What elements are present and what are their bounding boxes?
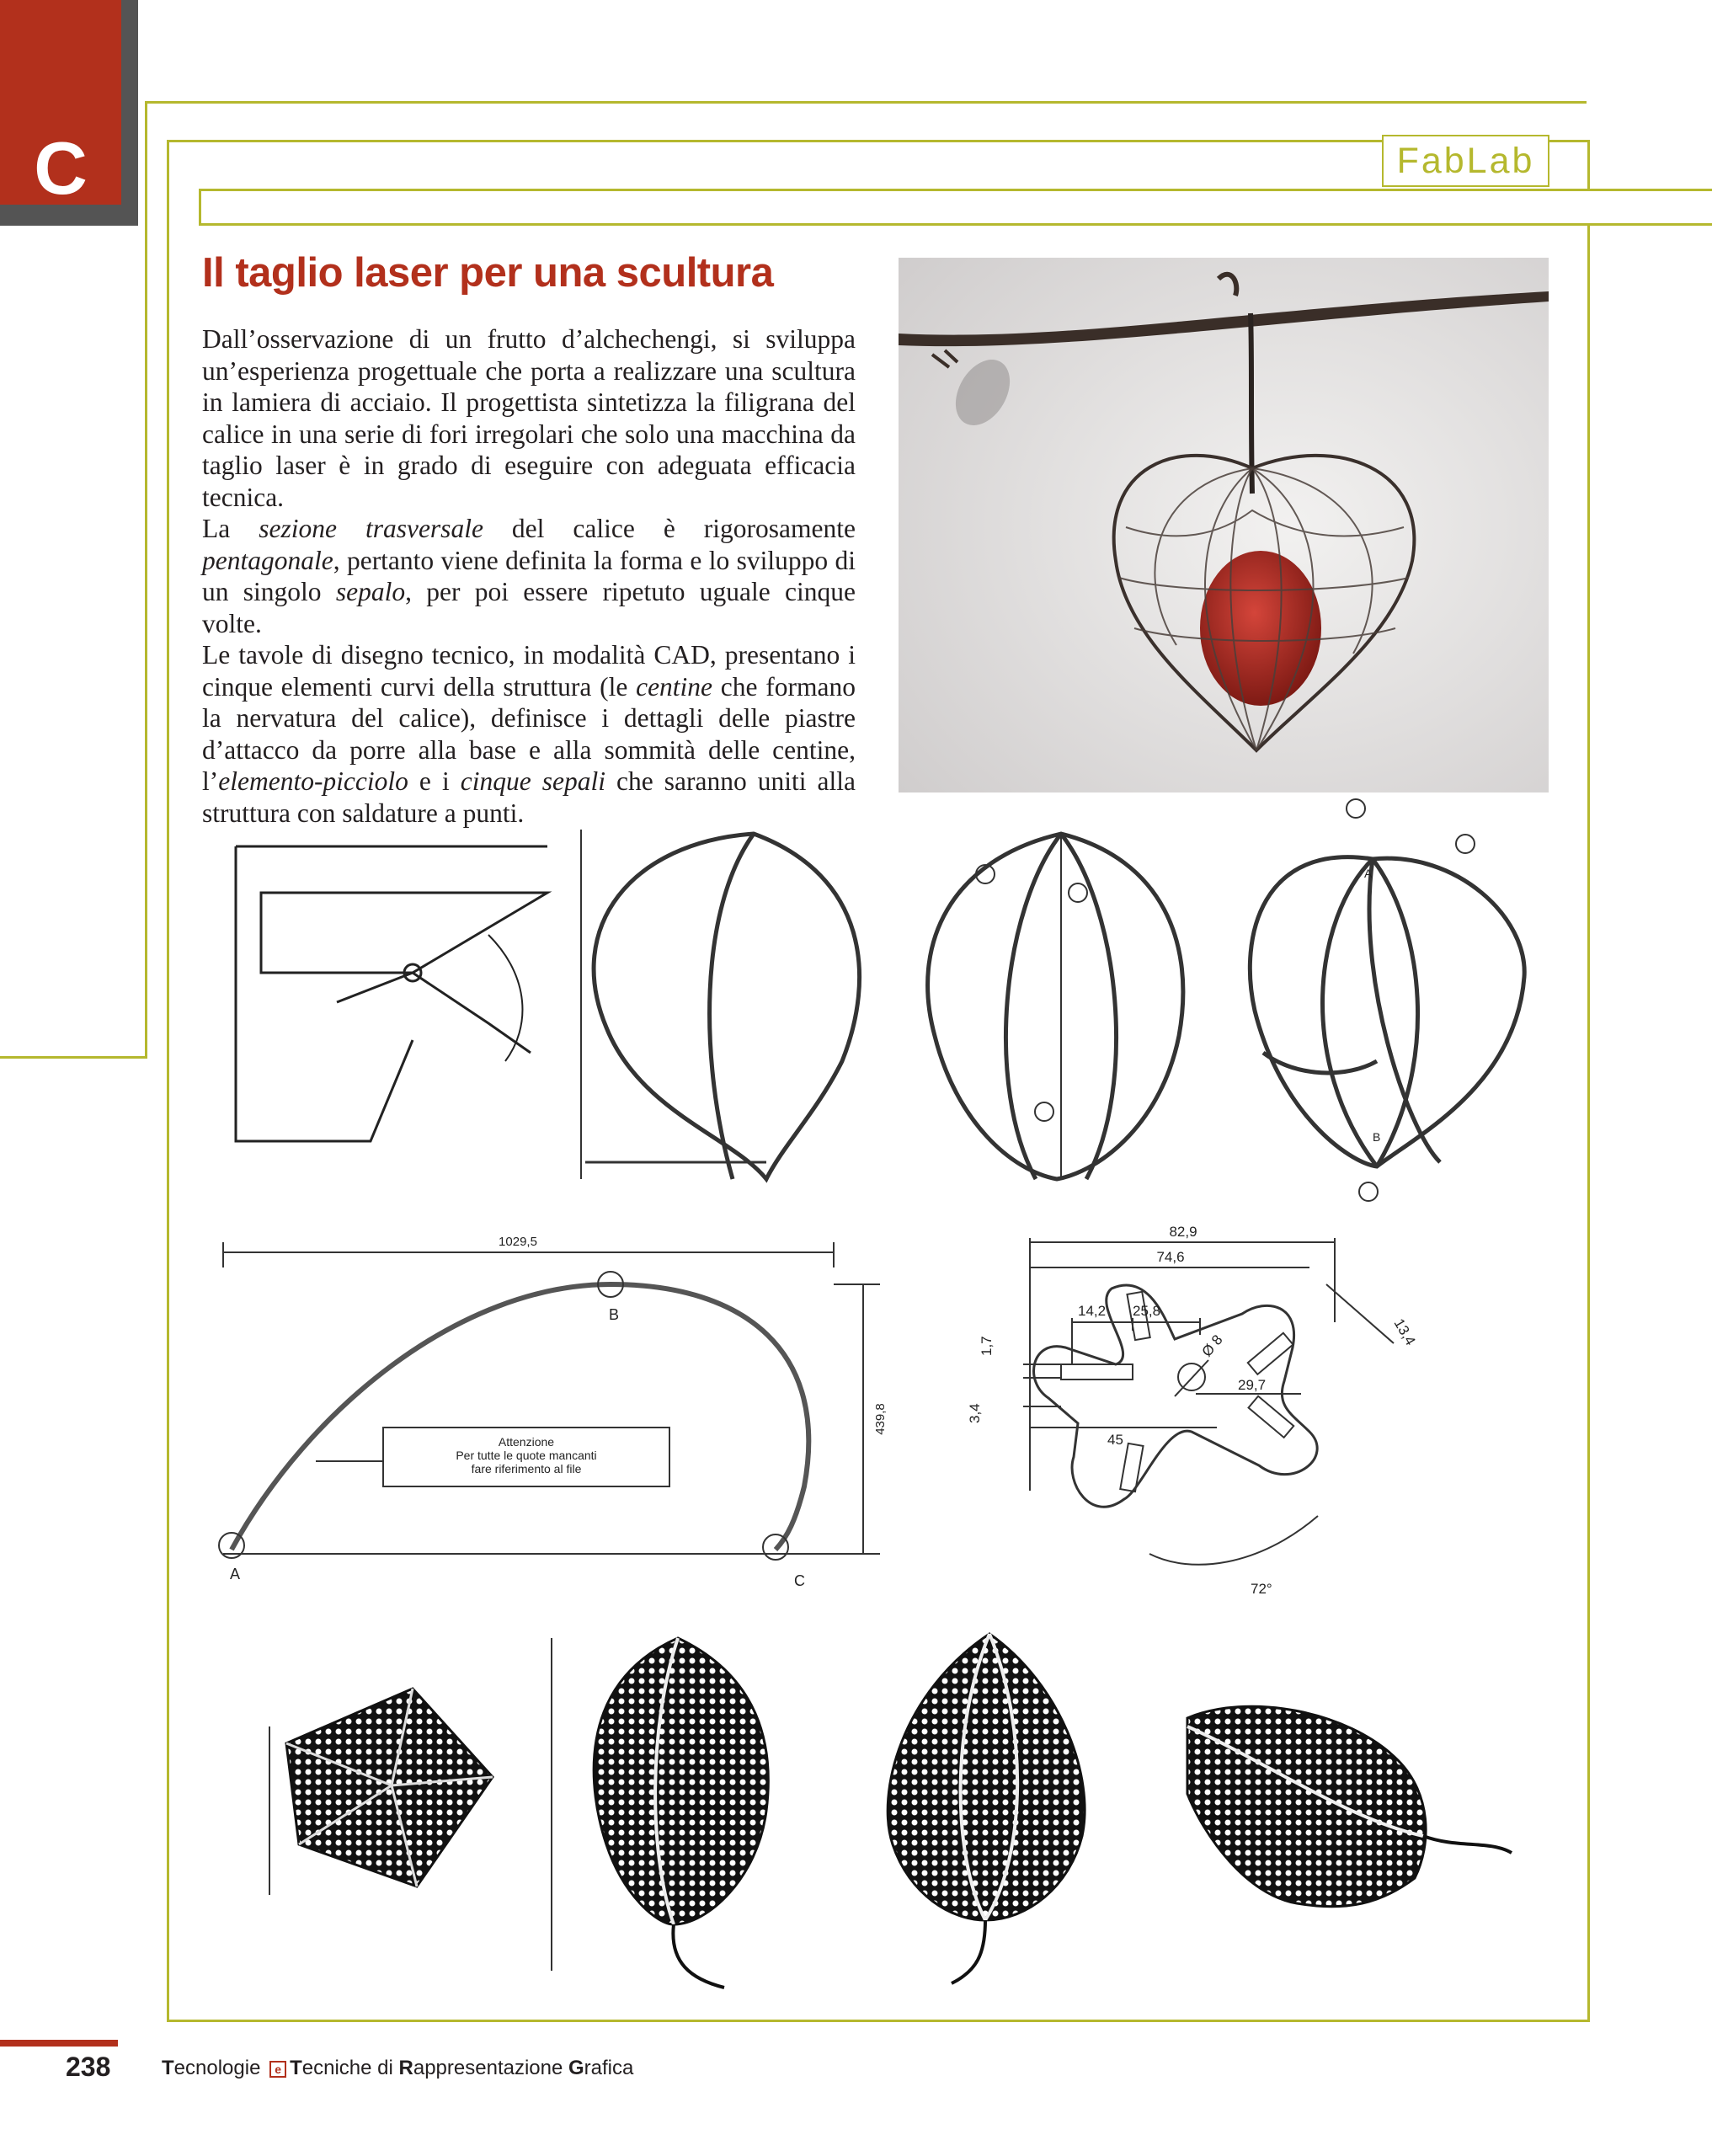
text-run: del calice è rigorosamente xyxy=(483,514,856,543)
text-run: Le tavole di disegno tecnico, in modalità CAD, presentano i cinque elementi curvi della struttura (le xyxy=(202,640,856,702)
front-view-drawing xyxy=(928,834,1183,1179)
sepal-renders-row xyxy=(253,1625,1583,2013)
point-b-label: B xyxy=(1373,1130,1381,1144)
italic-term: centine xyxy=(636,671,713,702)
plate-dim-e: 1,7 xyxy=(979,1336,995,1356)
arc-drawing xyxy=(206,1217,905,1589)
header-strip-top xyxy=(199,189,1709,191)
chapter-letter: C xyxy=(34,126,88,210)
outer-frame-left xyxy=(145,101,147,1058)
italic-term: pentagonale xyxy=(202,545,333,575)
plate-dim-c: 29,7 xyxy=(1238,1377,1267,1393)
text-run: , per poi essere ripetuto uguale cinque volte. xyxy=(202,577,856,638)
footer-bar xyxy=(0,2040,118,2047)
book-title-word: appresentazione xyxy=(413,2057,568,2079)
plate-dim-d: 45 xyxy=(1107,1432,1123,1448)
book-title-word: rafica xyxy=(584,2057,634,2079)
text-run: La xyxy=(202,514,259,543)
physalis-photo xyxy=(899,258,1549,792)
arc-note-1: Attenzione xyxy=(498,1435,555,1449)
plate-dim-inner: 74,6 xyxy=(1156,1249,1185,1265)
plate-dim-outer: 82,9 xyxy=(1169,1224,1197,1240)
text-run: , pertanto viene definita la forma e lo sviluppo di un singolo xyxy=(202,545,856,606)
perspective-view-drawing xyxy=(1250,799,1524,1201)
plate-dim-hole: Ø 8 xyxy=(1198,1331,1226,1360)
sepal-side-render-2 xyxy=(888,1634,1085,1983)
sepal-perspective-render xyxy=(1187,1706,1512,1907)
plate-dim-slot: 13,4 xyxy=(1390,1315,1419,1348)
arc-point-a: A xyxy=(230,1566,241,1582)
arc-note-3: fare riferimento al file xyxy=(471,1462,582,1476)
italic-term: elemento-picciolo xyxy=(218,766,408,796)
text-run: e i xyxy=(408,766,461,796)
arc-note-2: Per tutte le quote mancanti xyxy=(456,1449,597,1462)
plate-drawing xyxy=(939,1213,1419,1634)
plan-view-drawing xyxy=(236,846,547,1141)
text-run: che formano la nervatura del calice), definisce i dettagli delle piastre d’attacco da porre alla base e alla sommità delle centine, l’ xyxy=(202,671,856,796)
arc-height-dimension: 439,8 xyxy=(873,1403,888,1435)
plate-dim-f: 3,4 xyxy=(967,1403,983,1423)
arc-point-b: B xyxy=(609,1306,620,1323)
italic-term: cinque sepali xyxy=(460,766,605,796)
arc-point-c: C xyxy=(794,1572,805,1589)
paragraph-3 xyxy=(202,639,856,829)
header-strip xyxy=(199,189,1712,226)
italic-term: sezione trasversale xyxy=(259,514,483,543)
plate-dim-a: 14,2 xyxy=(1078,1303,1107,1319)
book-title xyxy=(162,2057,633,2080)
book-title-initial: R xyxy=(398,2057,413,2079)
chapter-tab xyxy=(0,0,138,226)
article-body xyxy=(202,323,856,829)
book-title-initial: T xyxy=(162,2057,174,2079)
plate-angle: 72° xyxy=(1251,1581,1272,1597)
book-title-word: ecniche di xyxy=(301,2057,399,2079)
arc-width-dimension: 1029,5 xyxy=(499,1235,537,1249)
paragraph-1: Dall’osservazione di un frutto d’alchechengi, si sviluppa un’esperienza progettuale che porta a realizzare una scultura in lamiera di acciaio. Il progettista sintetizza la filigrana del calice in una serie di fori irregolari che solo una macchina da taglio laser è in grado di eseguire con adeguata efficacia tecnica. xyxy=(202,324,856,512)
book-title-initial: G xyxy=(568,2057,584,2079)
sepal-side-render-1 xyxy=(552,1638,768,1988)
outer-frame-top xyxy=(145,101,1587,104)
page-number: 238 xyxy=(66,2052,111,2082)
article-title: Il taglio laser per una scultura xyxy=(202,250,774,296)
section-label: FabLab xyxy=(1382,135,1549,187)
pentagon-top-view xyxy=(269,1689,493,1895)
plate-dim-b: 25,8 xyxy=(1133,1303,1161,1319)
outer-frame-bottom-left xyxy=(0,1056,147,1059)
publisher-logo-icon: e xyxy=(269,2061,286,2078)
book-title-initial: T xyxy=(290,2057,302,2079)
point-a-label: A xyxy=(1364,867,1373,880)
cad-drawings-row-1 xyxy=(227,808,1592,1196)
text-run: che saranno uniti alla struttura con saldature a punti. xyxy=(202,766,856,828)
side-view-drawing xyxy=(581,830,860,1179)
book-title-word: ecnologie xyxy=(173,2057,267,2079)
italic-term: sepalo xyxy=(335,577,406,606)
paragraph-2 xyxy=(202,513,856,639)
